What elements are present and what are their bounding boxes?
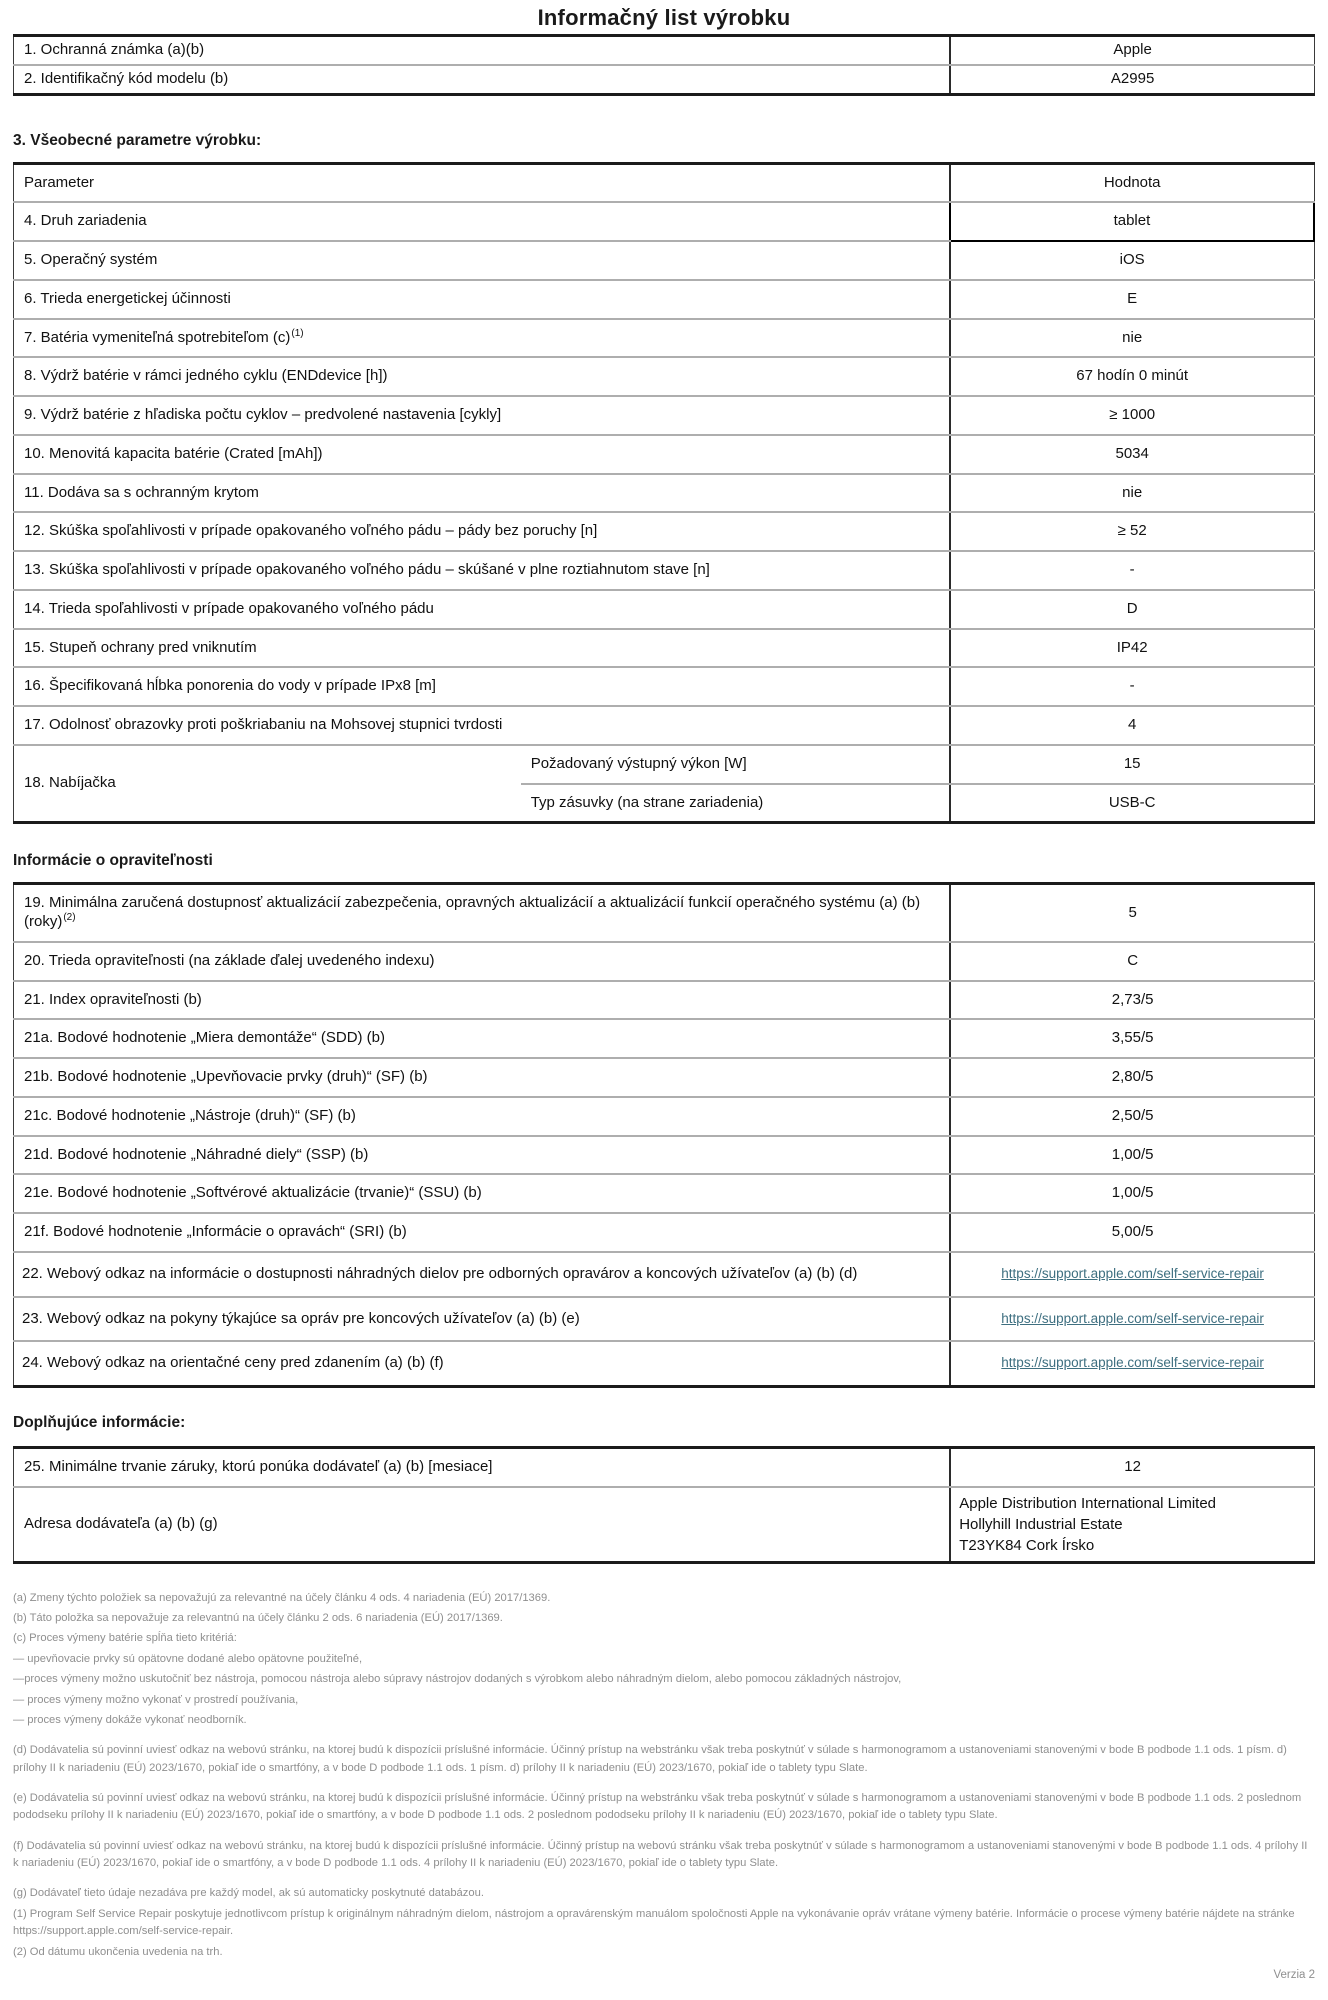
section-heading-repairability: Informácie o opraviteľnosti — [13, 852, 213, 870]
parameter-value: A2995 — [950, 65, 1314, 94]
footnote: (c) Proces výmeny batérie spĺňa tieto kritériá: — [13, 1632, 237, 1645]
table-row — [14, 1136, 1315, 1175]
parameter-label: 18. Nabíjačka — [14, 745, 521, 823]
table-row — [14, 1019, 1315, 1058]
table-row — [14, 1297, 1315, 1342]
parameter-value: 1,00/5 — [950, 1136, 1314, 1175]
parameter-label: 12. Skúška spoľahlivosti v prípade opakovaného voľného pádu – pády bez poruchy [n] — [14, 512, 950, 551]
footnote: (1) Program Self Service Repair poskytuje jednotlivcom prístup k originálnym náhradným dielom, nástrojom a opravárenským manuálom spoločnosti Apple na vykonávanie opráv vrátane výmeny batérie. Informácie o procese výmeny batérie nájdete na stránke https://support.apple.com/self-service-repair. — [13, 1907, 1295, 1938]
parameter-label-text: 19. Minimálna zaručená dostupnosť aktualizácií zabezpečenia, opravných aktualizácií a aktualizácií funkcií operačného systému (a) (b) (roky) — [24, 894, 921, 930]
table-row — [14, 357, 1315, 396]
parameter-value: IP42 — [950, 629, 1314, 668]
table-row — [14, 1058, 1315, 1097]
table-row — [14, 1341, 1315, 1386]
parameter-value: - — [950, 667, 1314, 706]
parameter-label: 14. Trieda spoľahlivosti v prípade opakovaného voľného pádu — [14, 590, 950, 629]
column-header-parameter: Parameter — [14, 163, 950, 202]
address-line: Apple Distribution International Limited — [959, 1494, 1217, 1512]
parameter-label: 8. Výdrž batérie v rámci jedného cyklu (ENDdevice [h]) — [14, 357, 950, 396]
parameter-label-text: 7. Batéria vymeniteľná spotrebiteľom (c) — [24, 328, 291, 346]
parameter-value: USB-C — [950, 784, 1314, 823]
parameter-label — [14, 884, 951, 942]
parameter-value: - — [950, 551, 1314, 590]
footnote: (d) Dodávatelia sú povinní uviesť odkaz na webovú stránku, na ktorej budú k dispozícii príslušné informácie. Účinný prístup na webstránku však treba poskytnúť v súlade s harmonogramom a ustanoveniami stanovenými v bode B podbode 1.1 ods. 1 písm. d) prílohy II k nariadeniu (EÚ) 2023/1670, pokiaľ ide o smartfóny, a v bode D podbode 1.1 ods. 1 písm. d) prílohy II k nariadeniu (EÚ) 2023/1670, pokiaľ ide o tablety typu Slate. — [13, 1744, 1287, 1774]
footnote: — upevňovacie prvky sú opätovne dodané alebo opätovne použiteľné, — [13, 1652, 363, 1665]
parameter-value: 2,73/5 — [950, 981, 1314, 1020]
parameter-label: 23. Webový odkaz na pokyny týkajúce sa opráv pre koncových užívateľov (a) (b) (e) — [14, 1297, 951, 1342]
parameter-label: Adresa dodávateľa (a) (b) (g) — [24, 1514, 218, 1532]
table-row — [14, 1448, 1315, 1487]
parameter-label: 10. Menovitá kapacita batérie (Crated [mAh]) — [14, 435, 950, 474]
table-row — [14, 590, 1315, 629]
parameter-label: 21. Index opraviteľnosti (b) — [14, 981, 951, 1020]
table-row — [14, 65, 1315, 94]
table-row — [14, 1097, 1315, 1136]
parameter-value: 5 — [950, 884, 1314, 942]
parameter-value: 2,80/5 — [950, 1058, 1314, 1097]
parameter-value: iOS — [950, 241, 1314, 280]
table-row — [14, 706, 1315, 745]
parameter-value: 2,50/5 — [950, 1097, 1314, 1136]
parameter-label: 24. Webový odkaz na orientačné ceny pred zdanením (a) (b) (f) — [22, 1354, 444, 1372]
table-row — [14, 1174, 1315, 1213]
table-row — [14, 884, 1315, 942]
parameter-value: ≥ 52 — [950, 512, 1314, 551]
table-row — [14, 942, 1315, 981]
table-header-row — [14, 163, 1315, 202]
parameter-label: 17. Odolnosť obrazovky proti poškriabaniu na Mohsovej stupnici tvrdosti — [14, 706, 950, 745]
parameter-label: 5. Operačný systém — [14, 241, 950, 280]
footnote: —proces výmeny možno uskutočniť bez nástroja, pomocou nástroja alebo súpravy nástrojov dodaných s výrobkom alebo náhradným dielom, alebo pomocou základných nástrojov, — [13, 1673, 902, 1686]
parameter-label: 1. Ochranná známka (a)(b) — [14, 36, 951, 65]
table-row — [14, 474, 1315, 513]
table-row-charger — [14, 745, 1315, 784]
table-row — [14, 551, 1315, 590]
parameter-value: 4 — [950, 706, 1314, 745]
version-label: Verzia 2 — [1273, 1968, 1315, 1981]
section-heading-general: 3. Všeobecné parametre výrobku: — [13, 131, 262, 149]
general-parameters-table — [13, 162, 1315, 825]
table-row — [14, 319, 1315, 358]
section-heading-additional: Doplňujúce informácie: — [13, 1414, 186, 1431]
additional-info-table — [13, 1446, 1315, 1564]
parameter-label: 16. Špecifikovaná hĺbka ponorenia do vody v prípade IPx8 [m] — [14, 667, 950, 706]
parameter-value: C — [950, 942, 1314, 981]
parameter-label: 13. Skúška spoľahlivosti v prípade opakovaného voľného pádu – skúšané v plne roztiahnutom stave [n] — [14, 551, 950, 590]
spare-parts-link[interactable]: https://support.apple.com/self-service-repair — [1001, 1265, 1264, 1281]
footnotes — [13, 1590, 1315, 1961]
footnote: (g) Dodávateľ tieto údaje nezadáva pre každý model, ak sú automaticky poskytnuté databázou. — [13, 1887, 484, 1900]
parameter-label: 2. Identifikačný kód modelu (b) — [24, 69, 229, 87]
page-title: Informačný list výrobku — [537, 5, 791, 30]
parameter-value: 5,00/5 — [950, 1213, 1314, 1252]
footnote: (e) Dodávatelia sú povinní uviesť odkaz na webovú stránku, na ktorej budú k dispozícii príslušné informácie. Účinný prístup na webstránku však treba poskytnúť v súlade s harmonogramom a ustanoveniami stanovenými v bode B podbode 1.1 ods. 2 poslednom pododseku prílohy II k nariadeniu (EÚ) 2023/1670, pokiaľ ide o smartfóny, a v bode D podbode 1.1 ods. 2 poslednom pododseku prílohy II k nariadeniu (EÚ) 2023/1670, pokiaľ ide o tablety typu Slate. — [13, 1791, 1302, 1822]
parameter-label: 22. Webový odkaz na informácie o dostupnosti náhradných dielov pre odborných opravárov a koncových užívateľov (a) (b) (d) — [14, 1252, 951, 1297]
parameter-label: 21d. Bodové hodnotenie „Náhradné diely“ (SSP) (b) — [14, 1136, 951, 1175]
table-row — [14, 202, 1315, 241]
charger-subparameter-label: Typ zásuvky (na strane zariadenia) — [530, 793, 764, 811]
repair-instructions-link[interactable]: https://support.apple.com/self-service-repair — [1001, 1310, 1264, 1326]
address-line: T23YK84 Cork Írsko — [959, 1536, 1095, 1554]
parameter-value — [950, 1297, 1314, 1342]
table-row — [14, 435, 1315, 474]
address-line: Hollyhill Industrial Estate — [959, 1515, 1123, 1533]
parameter-label: 4. Druh zariadenia — [14, 202, 950, 241]
parameter-label: 9. Výdrž batérie z hľadiska počtu cyklov – predvolené nastavenia [cykly] — [14, 396, 950, 435]
parameter-value-highlighted: tablet — [950, 202, 1314, 241]
parameter-label — [14, 319, 950, 358]
parameter-value — [950, 1341, 1314, 1386]
parameter-value: Apple — [950, 36, 1314, 65]
parameter-value: D — [950, 590, 1314, 629]
table-row — [14, 241, 1315, 280]
parameter-value: 12 — [950, 1448, 1314, 1487]
table-row — [14, 667, 1315, 706]
parameter-value: 3,55/5 — [950, 1019, 1314, 1058]
footnote: (2) Od dátumu ukončenia uvedenia na trh. — [13, 1945, 223, 1958]
footnote-reference: (2) — [63, 912, 76, 923]
parameter-label: 21a. Bodové hodnotenie „Miera demontáže“ (SDD) (b) — [14, 1019, 951, 1058]
parameter-value — [950, 1252, 1314, 1297]
parameter-label: 21b. Bodové hodnotenie „Upevňovacie prvky (druh)“ (SF) (b) — [14, 1058, 951, 1097]
parameter-value: ≥ 1000 — [950, 396, 1314, 435]
table-row — [14, 396, 1315, 435]
parameter-label: 11. Dodáva sa s ochranným krytom — [14, 474, 950, 513]
parameter-label: 21f. Bodové hodnotenie „Informácie o opravách“ (SRI) (b) — [14, 1213, 951, 1252]
table-row — [14, 1213, 1315, 1252]
parameter-label: 21e. Bodové hodnotenie „Softvérové aktualizácie (trvanie)“ (SSU) (b) — [14, 1174, 951, 1213]
footnote: (b) Táto položka sa nepovažuje za relevantnú na účely článku 2 ods. 6 nariadenia (EÚ) 2017/1369. — [13, 1612, 503, 1625]
parameter-value: 67 hodín 0 minút — [950, 357, 1314, 396]
table-row — [14, 1487, 1315, 1563]
footnote: — proces výmeny možno vykonať v prostredí používania, — [13, 1693, 299, 1706]
repairability-table — [13, 882, 1315, 1388]
parameter-label: 20. Trieda opraviteľnosti (na základe ďalej uvedeného indexu) — [14, 942, 951, 981]
parameter-label: 21c. Bodové hodnotenie „Nástroje (druh)“ (SF) (b) — [14, 1097, 951, 1136]
table-row — [14, 629, 1315, 668]
table-row — [14, 512, 1315, 551]
column-header-value: Hodnota — [950, 163, 1314, 202]
supplier-address — [950, 1487, 1314, 1563]
table-row — [14, 1252, 1315, 1297]
parameter-value: 15 — [950, 745, 1314, 784]
parameter-value: 5034 — [950, 435, 1314, 474]
parameter-value: 1,00/5 — [950, 1174, 1314, 1213]
footnote: (f) Dodávatelia sú povinní uviesť odkaz na webovú stránku, na ktorej budú k dispozícii príslušné informácie. Účinný prístup na webovú stránku však treba poskytnúť v súlade s harmonogramom a ustanoveniami stanovenými v bode B podbode 1.1 ods. 4 prílohy II k nariadeniu (EÚ) 2023/1670, pokiaľ ide o smartfóny, a v bode D podbode 1.1 ods. 4 prílohy II k nariadeniu (EÚ) 2023/1670, pokiaľ ide o tablety typu Slate. — [13, 1839, 1308, 1870]
footnote: — proces výmeny dokáže vykonať neodborník. — [13, 1713, 247, 1726]
pricing-link[interactable]: https://support.apple.com/self-service-repair — [1001, 1355, 1264, 1371]
identity-table — [13, 34, 1315, 96]
charger-subparameter-label: Požadovaný výstupný výkon [W] — [521, 745, 950, 784]
parameter-value: nie — [950, 319, 1314, 358]
parameter-value: E — [950, 280, 1314, 319]
parameter-label: 25. Minimálne trvanie záruky, ktorú ponúka dodávateľ (a) (b) [mesiace] — [14, 1448, 951, 1487]
parameter-label: 15. Stupeň ochrany pred vniknutím — [14, 629, 950, 668]
footnote: (a) Zmeny týchto položiek sa nepovažujú za relevantné na účely článku 4 ods. 4 nariadenia (EÚ) 2017/1369. — [13, 1591, 551, 1604]
parameter-label: 6. Trieda energetickej účinnosti — [14, 280, 950, 319]
footnote-reference: (1) — [291, 327, 304, 339]
table-row — [14, 36, 1315, 65]
table-row — [14, 981, 1315, 1020]
table-row — [14, 280, 1315, 319]
parameter-value: nie — [950, 474, 1314, 513]
